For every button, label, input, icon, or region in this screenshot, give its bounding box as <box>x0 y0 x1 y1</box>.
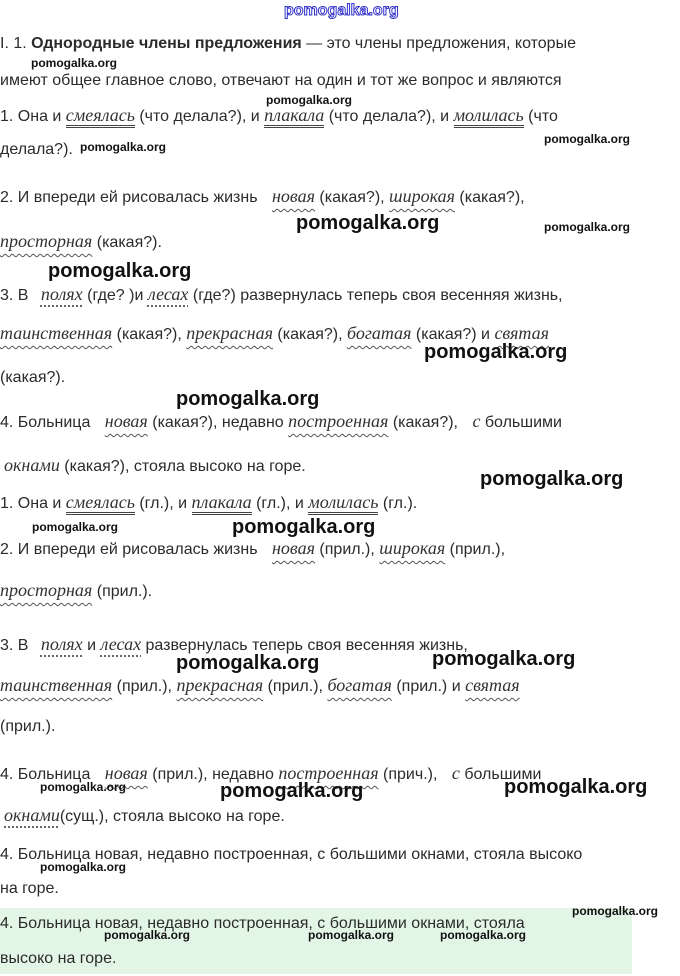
p2-word-2: широкая <box>379 538 446 558</box>
intro-rest: — это члены предложения, которые <box>301 35 576 52</box>
s3-line-3: (какая?). <box>0 369 66 386</box>
watermark: pomogalka.org <box>40 780 127 794</box>
p3-num: 3. В <box>0 637 33 654</box>
p4-line-2 <box>0 805 285 827</box>
p4-q2: (прич.), <box>378 766 442 783</box>
watermark: pomogalka.org <box>308 928 395 942</box>
s2-q2: (какая?), <box>454 189 525 206</box>
p4-start: 4. Больница <box>0 766 95 783</box>
s2-line-1 <box>0 186 525 208</box>
watermark: pomogalka.org <box>296 212 440 234</box>
s3-q5: (какая?) и <box>411 326 495 343</box>
p2-q3: (прил.). <box>92 583 153 600</box>
watermark: pomogalka.org <box>104 928 191 942</box>
watermark: pomogalka.org <box>572 904 659 918</box>
s4-word-4: окнами <box>4 455 60 475</box>
p1-word-2: плакала <box>192 492 252 515</box>
watermark: pomogalka.org <box>504 776 648 798</box>
watermark: pomogalka.org <box>31 56 118 70</box>
s3-word-1: полях <box>40 284 83 304</box>
s4-line-1 <box>0 411 562 433</box>
watermark: pomogalka.org <box>32 520 119 534</box>
s3-line-1 <box>0 284 563 306</box>
watermark: pomogalka.org <box>266 93 353 107</box>
watermark: pomogalka.org <box>80 140 167 154</box>
f1-line-2: на горе. <box>0 880 59 897</box>
s3-word-4: прекрасная <box>186 323 273 343</box>
p3-q5: (прил.) и <box>391 678 466 695</box>
watermark: pomogalka.org <box>544 132 631 146</box>
f1-line-1: 4. Больница новая, недавно построенная, с большими окнами, стояла высоко <box>0 846 583 863</box>
f2-line-1: 4. Больница новая, недавно построенная, с большими окнами, стояла <box>0 915 525 932</box>
watermark: pomogalka.org <box>220 780 364 802</box>
s4-q2: (какая?), <box>388 414 463 431</box>
s2-q3: (какая?). <box>92 234 162 251</box>
s3-q1: (где? )и <box>82 287 148 304</box>
s1-word-3: молилась <box>454 105 524 128</box>
p3-word-5: богатая <box>327 675 392 695</box>
s3-q3: (какая?), <box>112 326 187 343</box>
watermark: pomogalka.org <box>440 928 527 942</box>
s1-word-1: смеялась <box>66 105 135 128</box>
watermark: pomogalka.org <box>424 341 568 363</box>
intro-line-1 <box>0 34 576 54</box>
p3-line-2 <box>0 675 520 697</box>
s1-q2: (что делала?), и <box>324 108 454 125</box>
p3-q4: (прил.), <box>263 678 328 695</box>
s3-q4: (какая?), <box>272 326 347 343</box>
s2-word-1: новая <box>271 186 315 206</box>
s3-num: 3. В <box>0 287 33 304</box>
intro-line-2: имеют общее главное слово, отвечают на один и тот же вопрос и являются <box>0 72 562 89</box>
s1-word-2: плакала <box>264 105 324 128</box>
p2-word-3: просторная <box>0 580 93 600</box>
s4-start: 4. Больница <box>0 414 95 431</box>
watermark: pomogalka.org <box>432 648 576 670</box>
p2-word-1: новая <box>271 538 315 558</box>
site-logo: pomogalka.org <box>284 2 399 19</box>
s2-line-2 <box>0 231 162 253</box>
s4-q1: (какая?), недавно <box>147 414 289 431</box>
p1-word-1: смеялась <box>66 492 135 515</box>
p4-q4: (сущ.), стояла высоко на горе. <box>59 808 285 825</box>
watermark: pomogalka.org <box>176 652 320 674</box>
p1-q2: (гл.), и <box>251 495 309 512</box>
s4-q3: большими <box>480 414 562 431</box>
s4-word-3: с <box>472 411 481 431</box>
p2-q2: (прил.), <box>445 541 506 558</box>
p2-start: 2. И впереди ей рисовалась жизнь <box>0 541 262 558</box>
watermark: pomogalka.org <box>48 260 192 282</box>
watermark: pomogalka.org <box>544 220 631 234</box>
watermark: pomogalka.org <box>176 388 320 410</box>
s4-word-2: построенная <box>288 411 389 431</box>
p1-line <box>0 492 417 514</box>
s1-line-2: делала?). <box>0 141 73 158</box>
p3-word-3: таинственная <box>0 675 113 695</box>
p4-word-1: новая <box>104 763 148 783</box>
intro-term: Однородные члены предложения <box>31 35 302 52</box>
p2-line-2 <box>0 580 152 602</box>
watermark: pomogalka.org <box>232 516 376 538</box>
watermark: pomogalka.org <box>480 468 624 490</box>
p4-word-4: окнами <box>4 805 60 825</box>
s2-start: 2. И впереди ей рисовалась жизнь <box>0 189 262 206</box>
f2-line-2: высоко на горе. <box>0 950 117 967</box>
p1-q1: (гл.), и <box>134 495 192 512</box>
p3-word-2: лесах <box>100 634 142 654</box>
p2-q1: (прил.), <box>314 541 380 558</box>
p4-word-3: с <box>451 763 460 783</box>
p1-word-3: молилась <box>308 492 378 515</box>
p3-word-6: святая <box>465 675 520 695</box>
s1-q3: (что <box>523 108 558 125</box>
p3-q3: (прил.), <box>112 678 177 695</box>
s4-line-2 <box>0 455 306 477</box>
p2-line-1 <box>0 538 505 560</box>
p1-q3: (гл.). <box>378 495 418 512</box>
s2-word-3: просторная <box>0 231 93 251</box>
intro-prefix: I. 1. <box>0 35 27 52</box>
p3-q2: развернулась теперь своя весенняя жизнь, <box>141 637 468 654</box>
s1-line-1 <box>0 105 558 127</box>
s3-word-5: богатая <box>347 323 412 343</box>
p3-word-4: прекрасная <box>176 675 264 695</box>
s2-q1: (какая?), <box>314 189 390 206</box>
p4-word-2: построенная <box>278 763 379 783</box>
s1-num: 1. Она и <box>0 108 66 125</box>
s3-word-6: святая <box>494 323 549 343</box>
watermark: pomogalka.org <box>40 860 127 874</box>
s1-q1: (что делала?), и <box>134 108 265 125</box>
s3-q2: (где?) развернулась теперь своя весенняя жизнь, <box>188 287 563 304</box>
s4-q4: (какая?), стояла высоко на горе. <box>59 458 306 475</box>
s3-word-3: таинственная <box>0 323 113 343</box>
p3-word-1: полях <box>40 634 83 654</box>
p3-q1: и <box>82 637 101 654</box>
p4-q3: большими <box>459 766 542 783</box>
s3-word-2: лесах <box>147 284 189 304</box>
p1-num: 1. Она и <box>0 495 66 512</box>
p3-line-3: (прил.). <box>0 718 56 735</box>
s2-word-2: широкая <box>389 186 455 206</box>
s4-word-1: новая <box>104 411 148 431</box>
p4-q1: (прил.), недавно <box>147 766 279 783</box>
